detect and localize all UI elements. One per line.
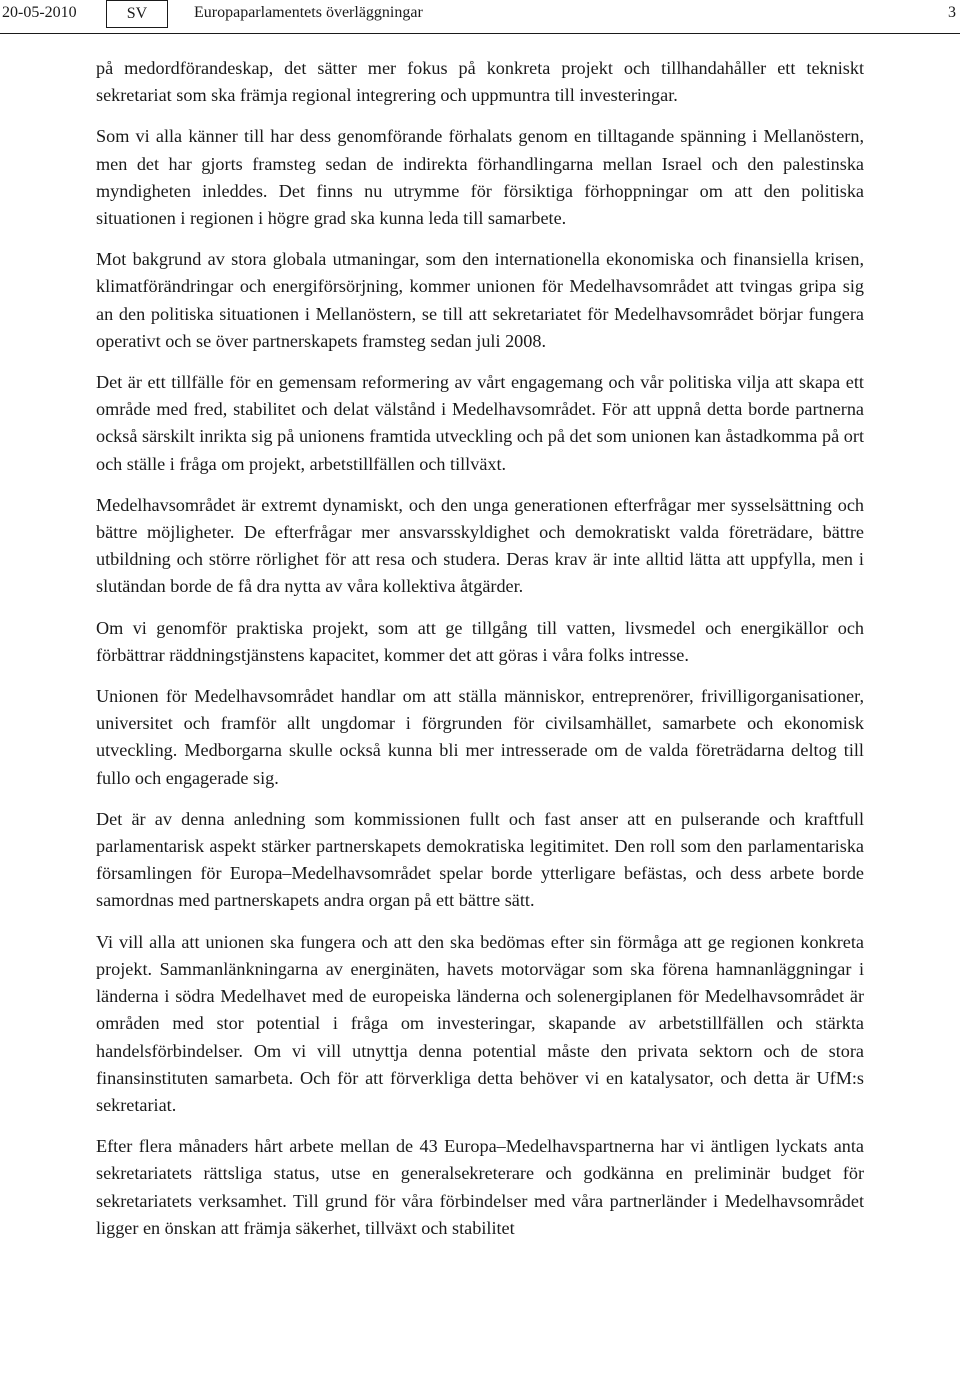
header-date: 20-05-2010 (2, 4, 77, 21)
paragraph-10: Efter flera månaders hårt arbete mellan de 43 Europa–Medelhavspartnerna har vi äntligen lyckats anta sekretariatets rättsliga status, utse en generalsekreterare och godkänna en preliminär budget för sekretariatets verksamhet. Till grund för våra förbindelser med våra partnerländer i Medelhavsområdet ligger en önskan att främja säkerhet, tillväxt och stabilitet (96, 1136, 864, 1238)
paragraph-3: Mot bakgrund av stora globala utmaningar, som den internationella ekonomiska och finansiella krisen, klimatförändringar och energiförsörjning, kommer unionen för Medelhavsområdet att tvingas gripa sig an den politiska situationen i Mellanöstern, se till att sekretariatet för Medelhavsområdet börjar fungera operativt och se över partnerskapets framsteg sedan juli 2008. (96, 249, 864, 351)
header-divider (0, 33, 960, 34)
language-badge: SV (106, 0, 168, 28)
paragraph-8: Det är av denna anledning som kommissionen fullt och fast anser att en pulserande och kraftfull parlamentarisk aspekt stärker partnerskapets demokratiska legitimitet. Den roll som den parlamentariska församlingen för Europa–Medelhavsområdet spelar borde ytterligare befästas, och dess arbete borde samordnas med partnerskapets andra organ på ett bättre sätt. (96, 808, 864, 911)
page-number: 3 (948, 4, 956, 21)
paragraph-9: Vi vill alla att unionen ska fungera och att den ska bedömas efter sin förmåga att ge regionen konkreta projekt. Sammanlänkningarna av energinäten, havets motorvägar som ska förena hamnanläggningar i länderna i södra Medelhavet med de europeiska länderna och solenergiplanen för Medelhavsområdet är områden med stor potential i fråga om investeringar, skapande av arbetstillfällen och stärkta handelsförbindelser. Om vi vill utnyttja denna potential måste den privata sektorn och de stora finansinstituten samarbeta. Och för att förverkliga detta behöver vi en katalysator, och detta är UfM:s sekretariat. (96, 931, 864, 1115)
paragraph-1: på medordförandeskap, det sätter mer fokus på konkreta projekt och tillhandahåller ett tekniskt sekretariat som ska främja regional integrering och uppmuntra till investeringar. (96, 58, 864, 106)
paragraph-2: Som vi alla känner till har dess genomförande förhalats genom en tilltagande spänning i Mellanöstern, men det har gjorts framsteg sedan de indirekta förhandlingarna mellan Israel och den palestinska myndigheten inleddes. Det finns nu utrymme för försiktiga förhoppningar om att den politiska situationen i regionen i högre grad ska kunna leda till samarbete. (96, 126, 864, 229)
paragraph-5: Medelhavsområdet är extremt dynamiskt, och den unga generationen efterfrågar mer sysselsättning och bättre möjligheter. De efterfrågar mer ansvarsskyldighet och demokratiskt valda företrädare, bättre utbildning och större rörlighet för att resa och studera. Deras krav är inte alltid lätta att uppfylla, men i slutändan borde de få dra nytta av våra kollektiva åtgärder. (96, 494, 864, 597)
paragraph-7: Unionen för Medelhavsområdet handlar om att ställa människor, entreprenörer, frivilligorganisationer, universitet och framför allt ungdomar i förgrunden för civilsamhället, samarbete och ekonomisk utveckling. Medborgarna skulle också kunna bli mer intresserade om de valda företrädarna deltog till fullo och engagerade sig. (96, 686, 864, 788)
header-title: Europaparlamentets överläggningar (194, 4, 423, 21)
document-body (96, 55, 864, 1256)
paragraph-6: Om vi genomför praktiska projekt, som att ge tillgång till vatten, livsmedel och energikällor och förbättrar räddningstjänstens kapacitet, kommer det att göras i våra folks intresse. (96, 617, 864, 665)
page-header (0, 0, 960, 32)
paragraph-4: Det är ett tillfälle för en gemensam reformering av vårt engagemang och vår politiska vilja att skapa ett område med fred, stabilitet och delat välstånd i Medelhavsområdet. För att uppnå detta borde partnerna också särskilt inrikta sig på unionens framtida utveckling och på det som unionen kan åstadkomma på ort och ställe i fråga om projekt, arbetstillfällen och tillväxt. (96, 372, 864, 474)
